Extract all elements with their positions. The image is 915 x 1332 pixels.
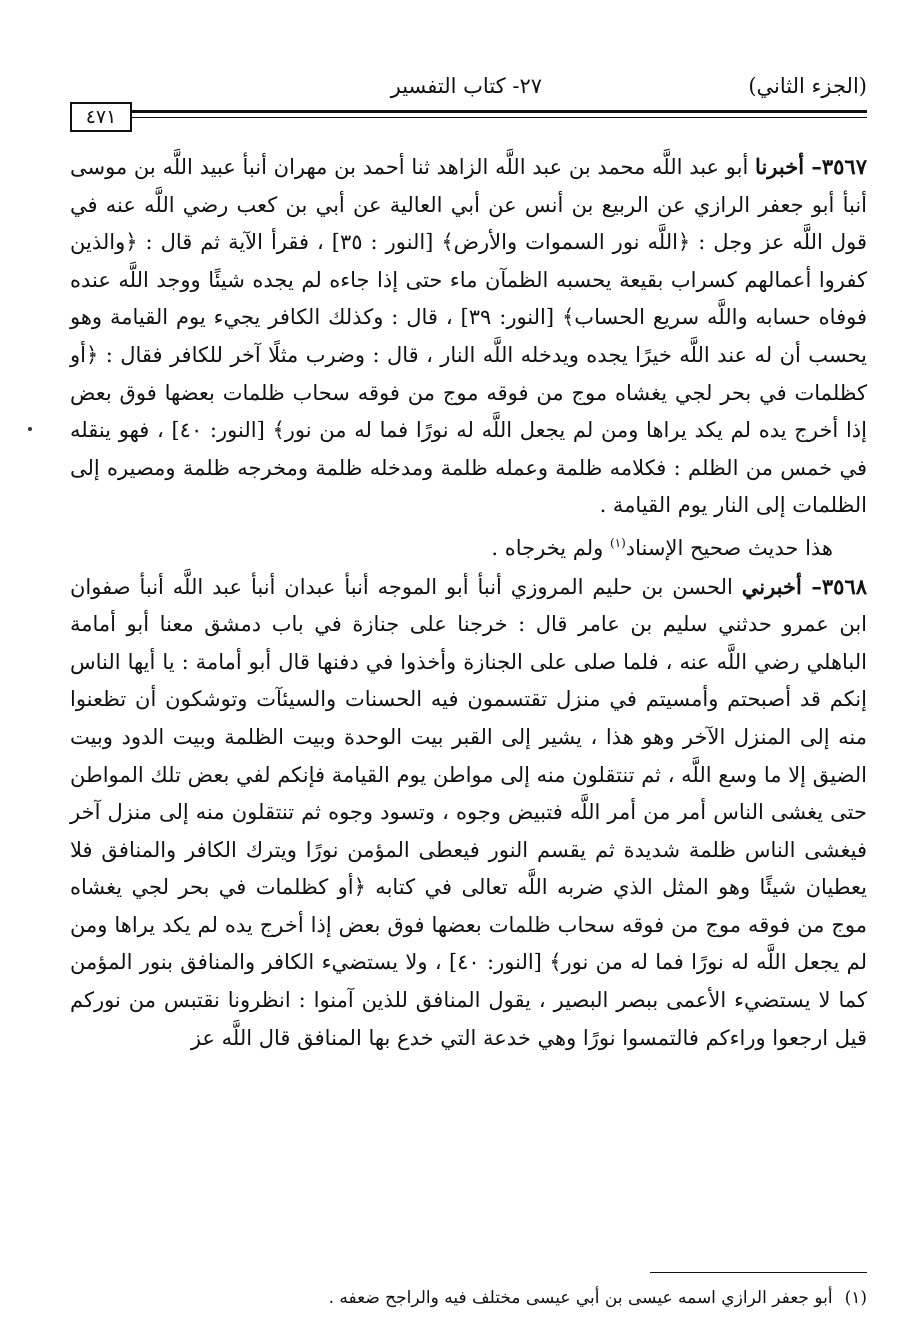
volume-label: (الجزء الثاني) (748, 74, 867, 98)
hadith-lead-word: أخبرنا (755, 154, 805, 179)
hadith-paragraph: ٣٥٦٨– أخبرني الحسن بن حليم المروزي أنبأ أبو الموجه أنبأ عبدان أنبأ عبد اللَّه أنبأ صفوان ابن عمرو حدثني سليم بن عامر قال : خرجنا على جنازة في باب دمشق معنا أبو أمامة الباهلي رضي اللَّه عنه ، فلما صلى على الجنازة وأخذوا في دفنها قال أبو أمامة : يا أيها الناس إنكم قد أصبحتم وأمسيتم في منزل تقتسمون فيه الحسنات والسيئآت وتوشكون أن تظعنوا منه إلى المنزل الآخر وهو هذا ، يشير إلى القبر بيت الوحدة وبيت الظلمة وبيت الدود وبيت الضيق إلا ما وسع اللَّه ، ثم تنتقلون منه إلى مواطن يوم القيامة فإنكم لفي بعض تلك المواطن حتى يغشى الناس أمر من أمر اللَّه فتبيض وجوه ، وتسود وجوه ثم تنتقلون منه إلى منزل آخر فيغشى الناس ظلمة شديدة ثم يقسم النور فيعطى المؤمن نورًا ويترك الكافر والمنافق فلا يعطيان شيئًا وهو المثل الذي ضربه اللَّه تعالى في كتابه ﴿أو كظلمات في بحر لجي يغشاه موج من فوقه موج من فوقه سحاب ظلمات بعضها فوق بعض إذا أخرج يده لم يكد يراها ومن لم يجعل اللَّه له نورًا فما له من نور﴾ [النور: ٤٠] ، ولا يستضيء الكافر والمنافق بنور المؤمن كما لا يستضيء الأعمى ببصر البصير ، يقول المنافق للذين آمنوا : انظرونا نقتبس من نوركم قيل ارجعوا وراءكم فالتمسوا نورًا وهي خدعة التي خدع بها المنافق قال اللَّه عز (70, 573, 868, 1050)
footnote-number: (١) (844, 1288, 867, 1308)
hadith-lead-word: أخبرني (741, 573, 802, 599)
grading-line (70, 525, 867, 568)
footnote-separator (650, 1272, 867, 1273)
chapter-title: ٢٧- كتاب التفسير (390, 74, 542, 98)
header-rule-thin (132, 117, 867, 118)
footnote (70, 1285, 867, 1311)
hadith-text: أبو عبد اللَّه محمد بن عبد اللَّه الزاهد ثنا أحمد بن مهران أنبأ عبيد اللَّه بن موسى أنبأ أبو جعفر الرازي عن الربيع بن أنس عن أبي العالية عن أبي بن كعب رضي اللَّه عنه في قول اللَّه عز وجل : ﴿اللَّه نور السموات والأرض﴾ [النور : ٣٥] ، فقرأ الآية ثم قال : ﴿والذين كفروا أعمالهم كسراب بقيعة يحسبه الظمآن ماء حتى إذا جاءه لم يجده شيئًا ووجد اللَّه عنده فوفاه حسابه واللَّه سريع الحساب﴾ [النور: ٣٩] ، قال : وكذلك الكافر يجيء يوم القيامة وهو يحسب أن له عند اللَّه خيرًا يجده ويدخله اللَّه النار ، قال : وضرب مثلًا آخر للكافر فقال : ﴿أو كظلمات في بحر لجي يغشاه موج من فوقه موج من فوقه سحاب ظلمات بعضها فوق بعض إذا أخرج يده لم يكد يراها ومن لم يجعل اللَّه له نورًا فما له من نور﴾ [النور: ٤٠] ، فهو ينقله في خمس من الظلم : فكلامه ظلمة وعمله ظلمة ومدخله ظلمة ومخرجه ظلمة ومصيره إلى الظلمات إلى النار يوم القيامة . (70, 155, 867, 518)
hadith-number: ٣٥٦٧ (821, 154, 867, 179)
footnote-marker: (١) (609, 535, 626, 550)
grading-text: هذا حديث صحيح الإسناد (625, 535, 833, 560)
page-number: ٤٧١ (70, 102, 132, 132)
print-speck (28, 427, 32, 431)
hadith-number: ٣٥٦٨ (821, 573, 868, 599)
header-rule (132, 110, 867, 113)
running-header (70, 66, 867, 106)
grading-text-end: ولم يخرجاه . (491, 535, 610, 560)
hadith-paragraph: ٣٥٦٧– أخبرنا أبو عبد اللَّه محمد بن عبد اللَّه الزاهد ثنا أحمد بن مهران أنبأ عبيد اللَّه بن موسى أنبأ أبو جعفر الرازي عن الربيع بن أنس عن أبي العالية عن أبي بن كعب رضي اللَّه عنه في قول اللَّه عز وجل : ﴿اللَّه نور السموات والأرض﴾ [النور : ٣٥] ، فقرأ الآية ثم قال : ﴿والذين كفروا أعمالهم كسراب بقيعة يحسبه الظمآن ماء حتى إذا جاءه لم يجده شيئًا ووجد اللَّه عنده فوفاه حسابه واللَّه سريع الحساب﴾ [النور: ٣٩] ، قال : وكذلك الكافر يجيء يوم القيامة وهو يحسب أن له عند اللَّه خيرًا يجده ويدخله اللَّه النار ، قال : وضرب مثلًا آخر للكافر فقال : ﴿أو كظلمات في بحر لجي يغشاه موج من فوقه موج من فوقه سحاب ظلمات بعضها فوق بعض إذا أخرج يده لم يكد يراها ومن لم يجعل اللَّه له نورًا فما له من نور﴾ [النور: ٤٠] ، فهو ينقله في خمس من الظلم : فكلامه ظلمة وعمله ظلمة ومدخله ظلمة ومخرجه ظلمة ومصيره إلى الظلمات إلى النار يوم القيامة . (70, 154, 867, 518)
main-text (70, 148, 867, 1057)
footnote-text: أبو جعفر الرازي اسمه عيسى بن أبي عيسى مختلف فيه والراجح ضعفه . (328, 1288, 833, 1308)
hadith-text: الحسن بن حليم المروزي أنبأ أبو الموجه أنبأ عبدان أنبأ عبد اللَّه أنبأ صفوان ابن عمرو حدثني سليم بن عامر قال : خرجنا على جنازة في باب دمشق معنا أبو أمامة الباهلي رضي اللَّه عنه ، فلما صلى على الجنازة وأخذوا في دفنها قال أبو أمامة : يا أيها الناس إنكم قد أصبحتم وأمسيتم في منزل تقتسمون فيه الحسنات والسيئآت وتوشكون أن تظعنوا منه إلى المنزل الآخر وهو هذا ، يشير إلى القبر بيت الوحدة وبيت الظلمة وبيت الدود وبيت الضيق إلا ما وسع اللَّه ، ثم تنتقلون منه إلى مواطن يوم القيامة فإنكم لفي بعض تلك المواطن حتى يغشى الناس أمر من أمر اللَّه فتبيض وجوه ، وتسود وجوه ثم تنتقلون منه إلى منزل آخر فيغشى الناس ظلمة شديدة ثم يقسم النور فيعطى المؤمن نورًا ويترك الكافر والمنافق فلا يعطيان شيئًا وهو المثل الذي ضربه اللَّه تعالى في كتابه ﴿أو كظلمات في بحر لجي يغشاه موج من فوقه موج من فوقه سحاب ظلمات بعضها فوق بعض إذا أخرج يده لم يكد يراها ومن لم يجعل اللَّه له نورًا فما له من نور﴾ [النور: ٤٠] ، ولا يستضيء الكافر والمنافق بنور المؤمن كما لا يستضيء الأعمى ببصر البصير ، يقول المنافق للذين آمنوا : انظرونا نقتبس من نوركم قيل ارجعوا وراءكم فالتمسوا نورًا وهي خدعة التي خدع بها المنافق قال اللَّه عز (70, 574, 867, 1050)
